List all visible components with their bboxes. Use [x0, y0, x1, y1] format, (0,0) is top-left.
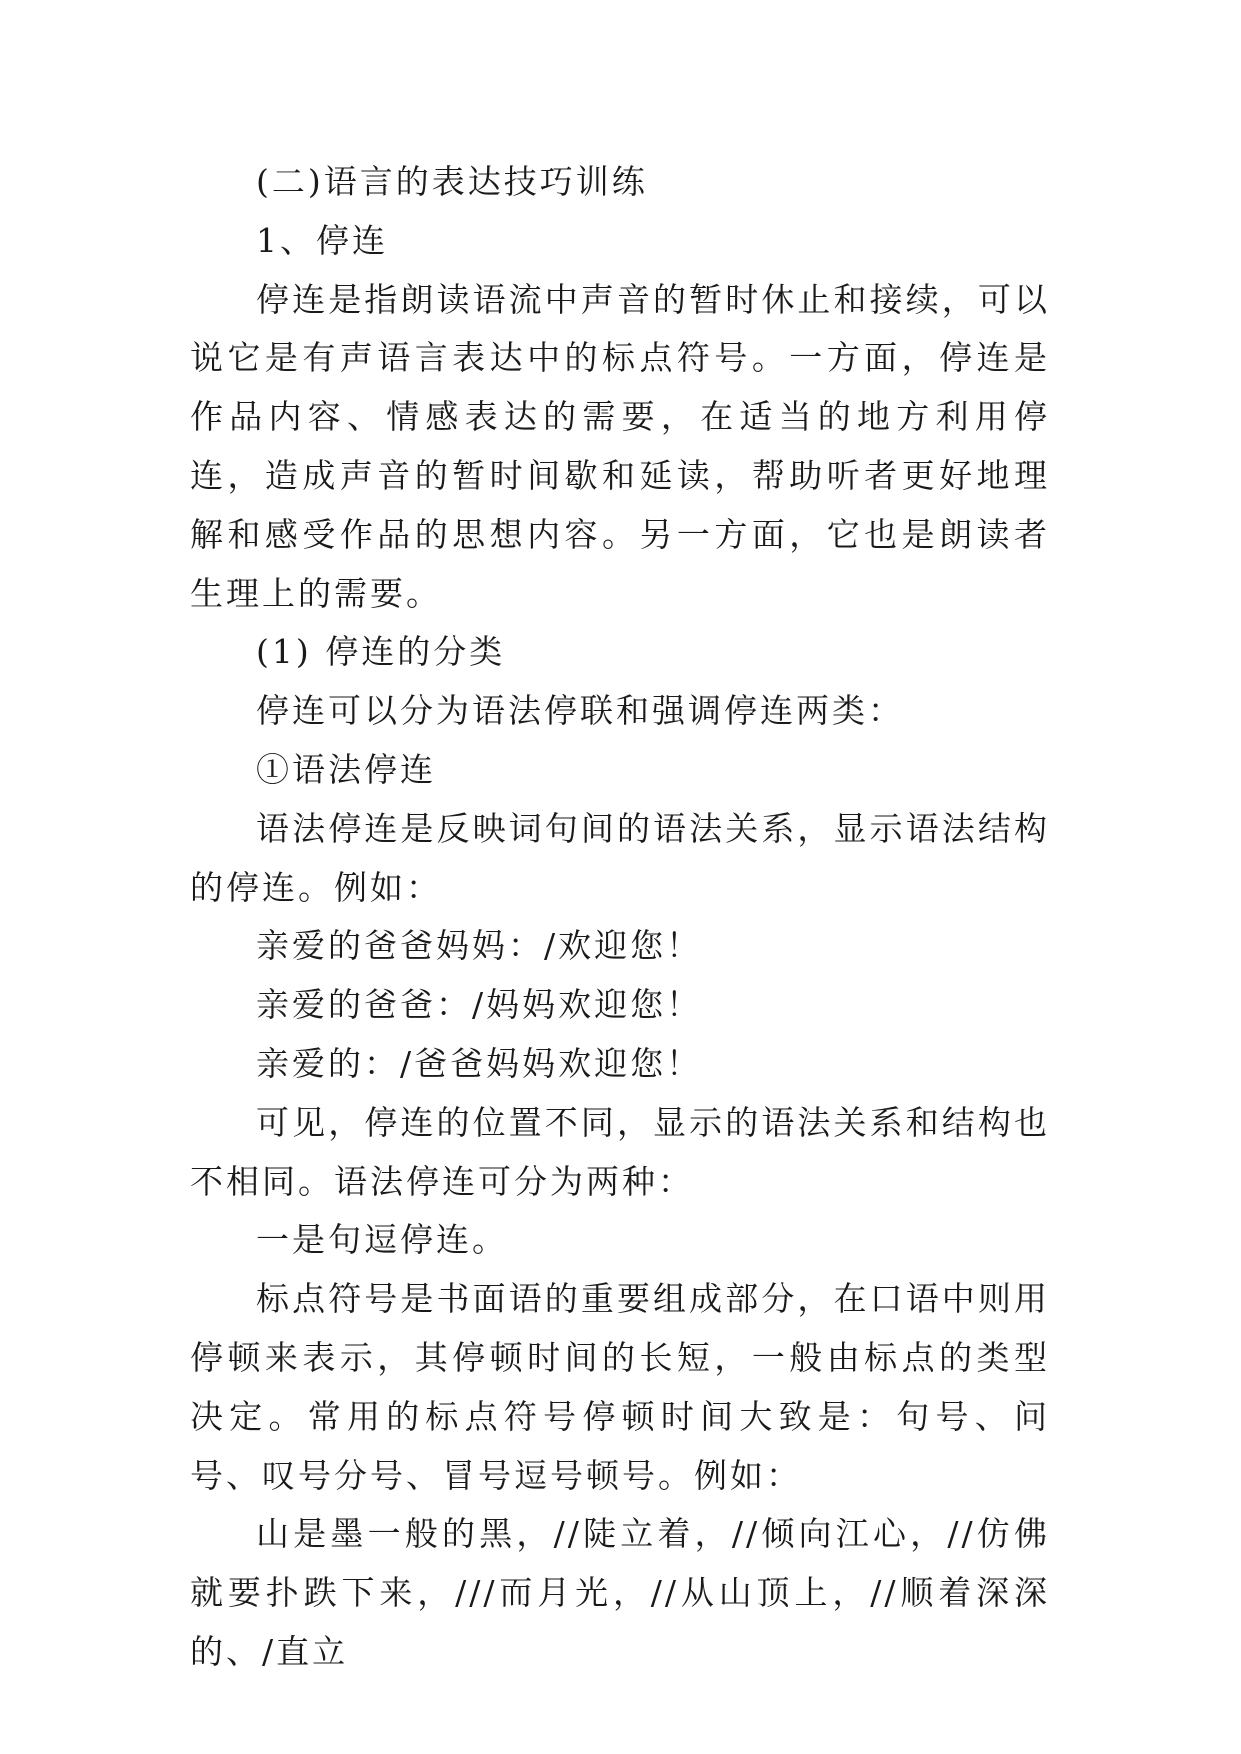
body-paragraph: 停连是指朗读语流中声音的暂时休止和接续，可以说它是有声语言表达中的标点符号。一方面，停连是作品内容、情感表达的需要，在适当的地方利用停连，造成声音的暂时间歇和延读，帮助听者更好地理解和感受作品的思想内容。另一方面，它也是朗读者生理上的需要。 — [190, 279, 1050, 613]
section-heading: (二)语言的表达技巧训练 — [256, 162, 648, 201]
body-paragraph: 标点符号是书面语的重要组成部分，在口语中则用停顿来表示，其停顿时间的长短，一般由标点的类型决定。常用的标点符号停顿时间大致是：句号、问号、叹号分号、冒号逗号顿号。例如： — [190, 1279, 1050, 1495]
body-paragraph: 一是句逗停连。 — [256, 1220, 508, 1260]
body-paragraph: 停连可以分为语法停联和强调停连两类： — [256, 691, 904, 731]
document-body — [190, 153, 1050, 1682]
example-line: 亲爱的爸爸妈妈：/欢迎您！ — [256, 926, 703, 966]
body-paragraph: 可见，停连的位置不同，显示的语法关系和结构也不相同。语法停连可分为两种： — [190, 1102, 1050, 1201]
body-paragraph: 语法停连是反映词句间的语法关系，显示语法结构的停连。例如： — [190, 808, 1050, 907]
example-paragraph: 山是墨一般的黑，//陡立着，//倾向江心，//仿佛就要扑跌下来，///而月光，//从山顶上，//顺着深深的、/直立 — [190, 1514, 1050, 1671]
subsection-heading: ①语法停连 — [256, 749, 436, 789]
example-line: 亲爱的：/爸爸妈妈欢迎您！ — [256, 1043, 703, 1083]
subsection-heading: 1、停连 — [256, 220, 388, 260]
example-line: 亲爱的爸爸：/妈妈欢迎您！ — [256, 985, 703, 1025]
subsection-heading: (1) 停连的分类 — [256, 632, 506, 672]
